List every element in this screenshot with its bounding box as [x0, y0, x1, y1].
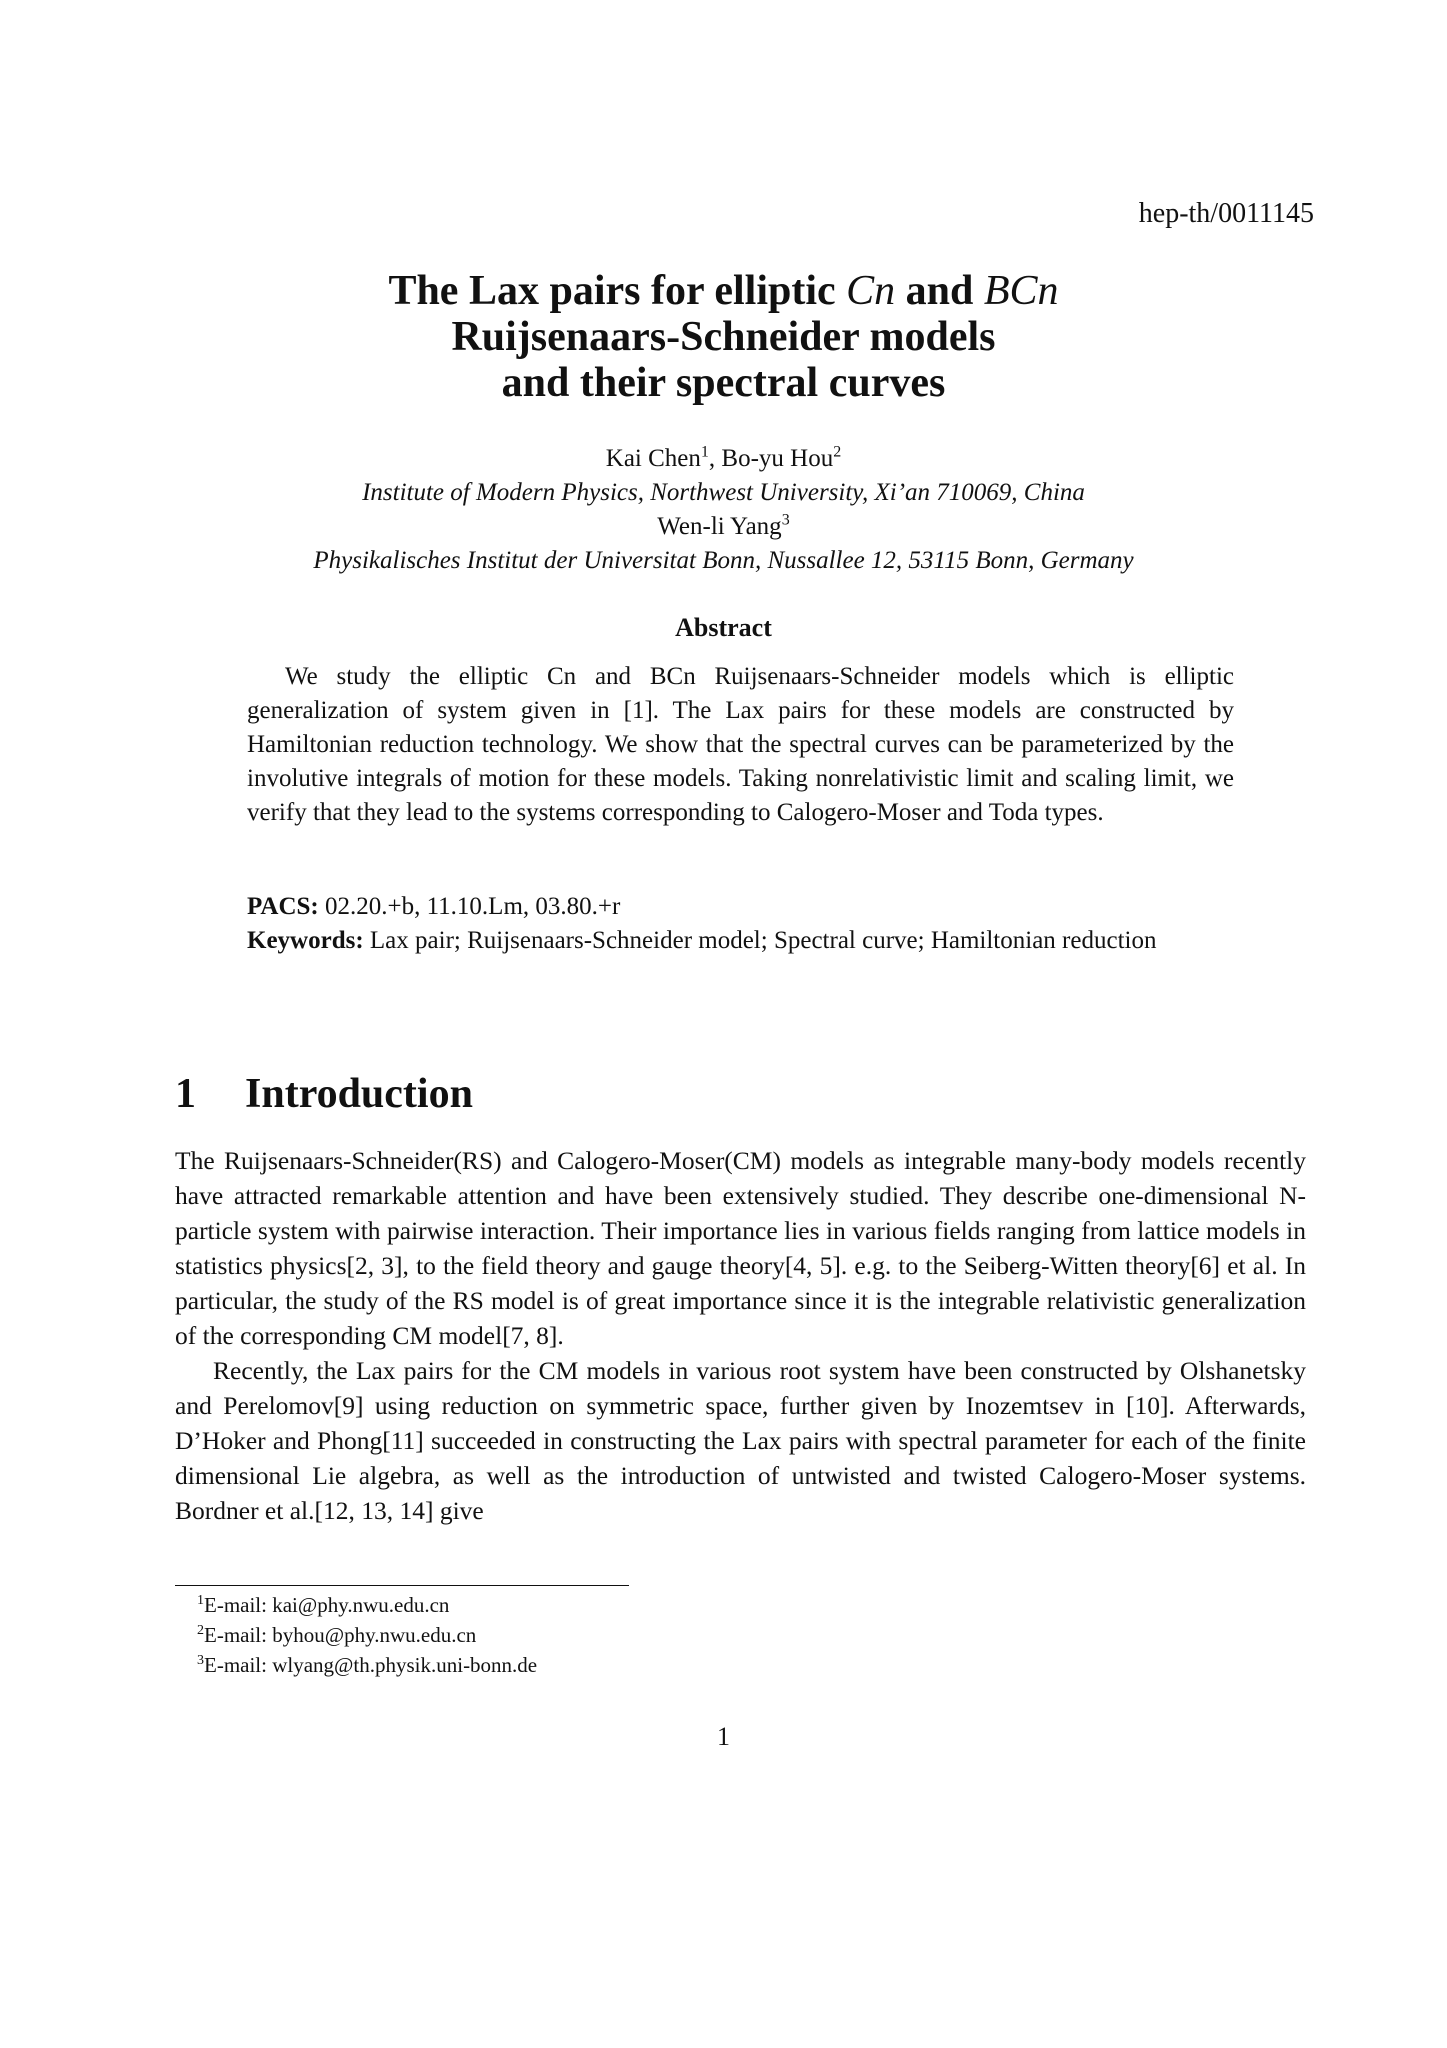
- intro-paragraph-2: Recently, the Lax pairs for the CM models in various root system have been constructed by Olshanetsky and Perelomov[9] using reduction on symmetric space, further given by Inozemtsev in [10]. Afterwards, D’Hoker and Phong[11] succeeded in constructing the Lax pairs with spectral parameter for each of the finite dimensional Lie algebra, as well as the introduction of untwisted and twisted Calogero-Moser systems. Bordner et al.[12, 13, 14] give: [175, 1356, 1306, 1525]
- footnote-1: $^1$E-mail: kai@phy.nwu.edu.cn: [197, 1593, 450, 1617]
- author-names-1: Kai Chen$^1$, Bo-yu Hou$^2$: [605, 443, 842, 472]
- affiliation-2: Physikalisches Institut der Universitat Bonn, Nussallee 12, 53115 Bonn, Germany: [313, 547, 1134, 574]
- page-number: 1: [717, 1722, 730, 1751]
- abstract-text: We study the elliptic Cn and BCn Ruijsenaars-Schneider models which is elliptic generalization of system given in [1]. The Lax pairs for these models are constructed by Hamiltonian reduction technology. We show that the spectral curves can be parameterized by the involutive integrals of motion for these models. Taking nonrelativistic limit and scaling limit, we verify that they lead to the systems corresponding to Calogero-Moser and Toda types.: [247, 663, 1234, 826]
- title-line-3: and their spectral curves: [501, 360, 946, 406]
- title-line-1: The Lax pairs for elliptic Cn and BCn: [388, 268, 1059, 314]
- arxiv-identifier: hep-th/0011145: [1138, 198, 1314, 229]
- author-block: [0, 442, 1447, 578]
- title-line-2: Ruijsenaars-Schneider models: [451, 314, 996, 360]
- introduction-body: [175, 1143, 1306, 1528]
- footnote-rule: [175, 1585, 629, 1586]
- section-number: 1: [175, 1071, 196, 1117]
- math-cn: Cn: [846, 268, 896, 314]
- footnote-3: $^3$E-mail: wlyang@th.physik.uni-bonn.de: [197, 1653, 538, 1677]
- pacs-line: PACS: 02.20.+b, 11.10.Lm, 03.80.+r: [247, 893, 621, 920]
- footnote-2: $^2$E-mail: byhou@phy.nwu.edu.cn: [197, 1623, 477, 1647]
- paper-title: [0, 268, 1447, 406]
- section-heading: [175, 1070, 473, 1118]
- author-names-2: Wen-li Yang$^3$: [657, 511, 790, 540]
- section-title: Introduction: [245, 1071, 473, 1117]
- math-bcn: BCn: [983, 268, 1059, 314]
- affiliation-1: Institute of Modern Physics, Northwest University, Xi’an 710069, China: [362, 479, 1085, 506]
- footnotes: [197, 1590, 537, 1680]
- intro-paragraph-1: The Ruijsenaars-Schneider(RS) and Calogero-Moser(CM) models as integrable many-body models recently have attracted remarkable attention and have been extensively studied. They describe one-dimensional N-particle system with pairwise interaction. Their importance lies in various fields ranging from lattice models in statistics physics[2, 3], to the field theory and gauge theory[4, 5]. e.g. to the Seiberg-Witten theory[6] et al. In particular, the study of the RS model is of great importance since it is the integrable relativistic generalization of the corresponding CM model[7, 8].: [175, 1146, 1306, 1350]
- abstract-heading: Abstract: [675, 613, 772, 642]
- keywords-line: Keywords: Lax pair; Ruijsenaars-Schneider model; Spectral curve; Hamiltonian reduction: [247, 927, 1157, 954]
